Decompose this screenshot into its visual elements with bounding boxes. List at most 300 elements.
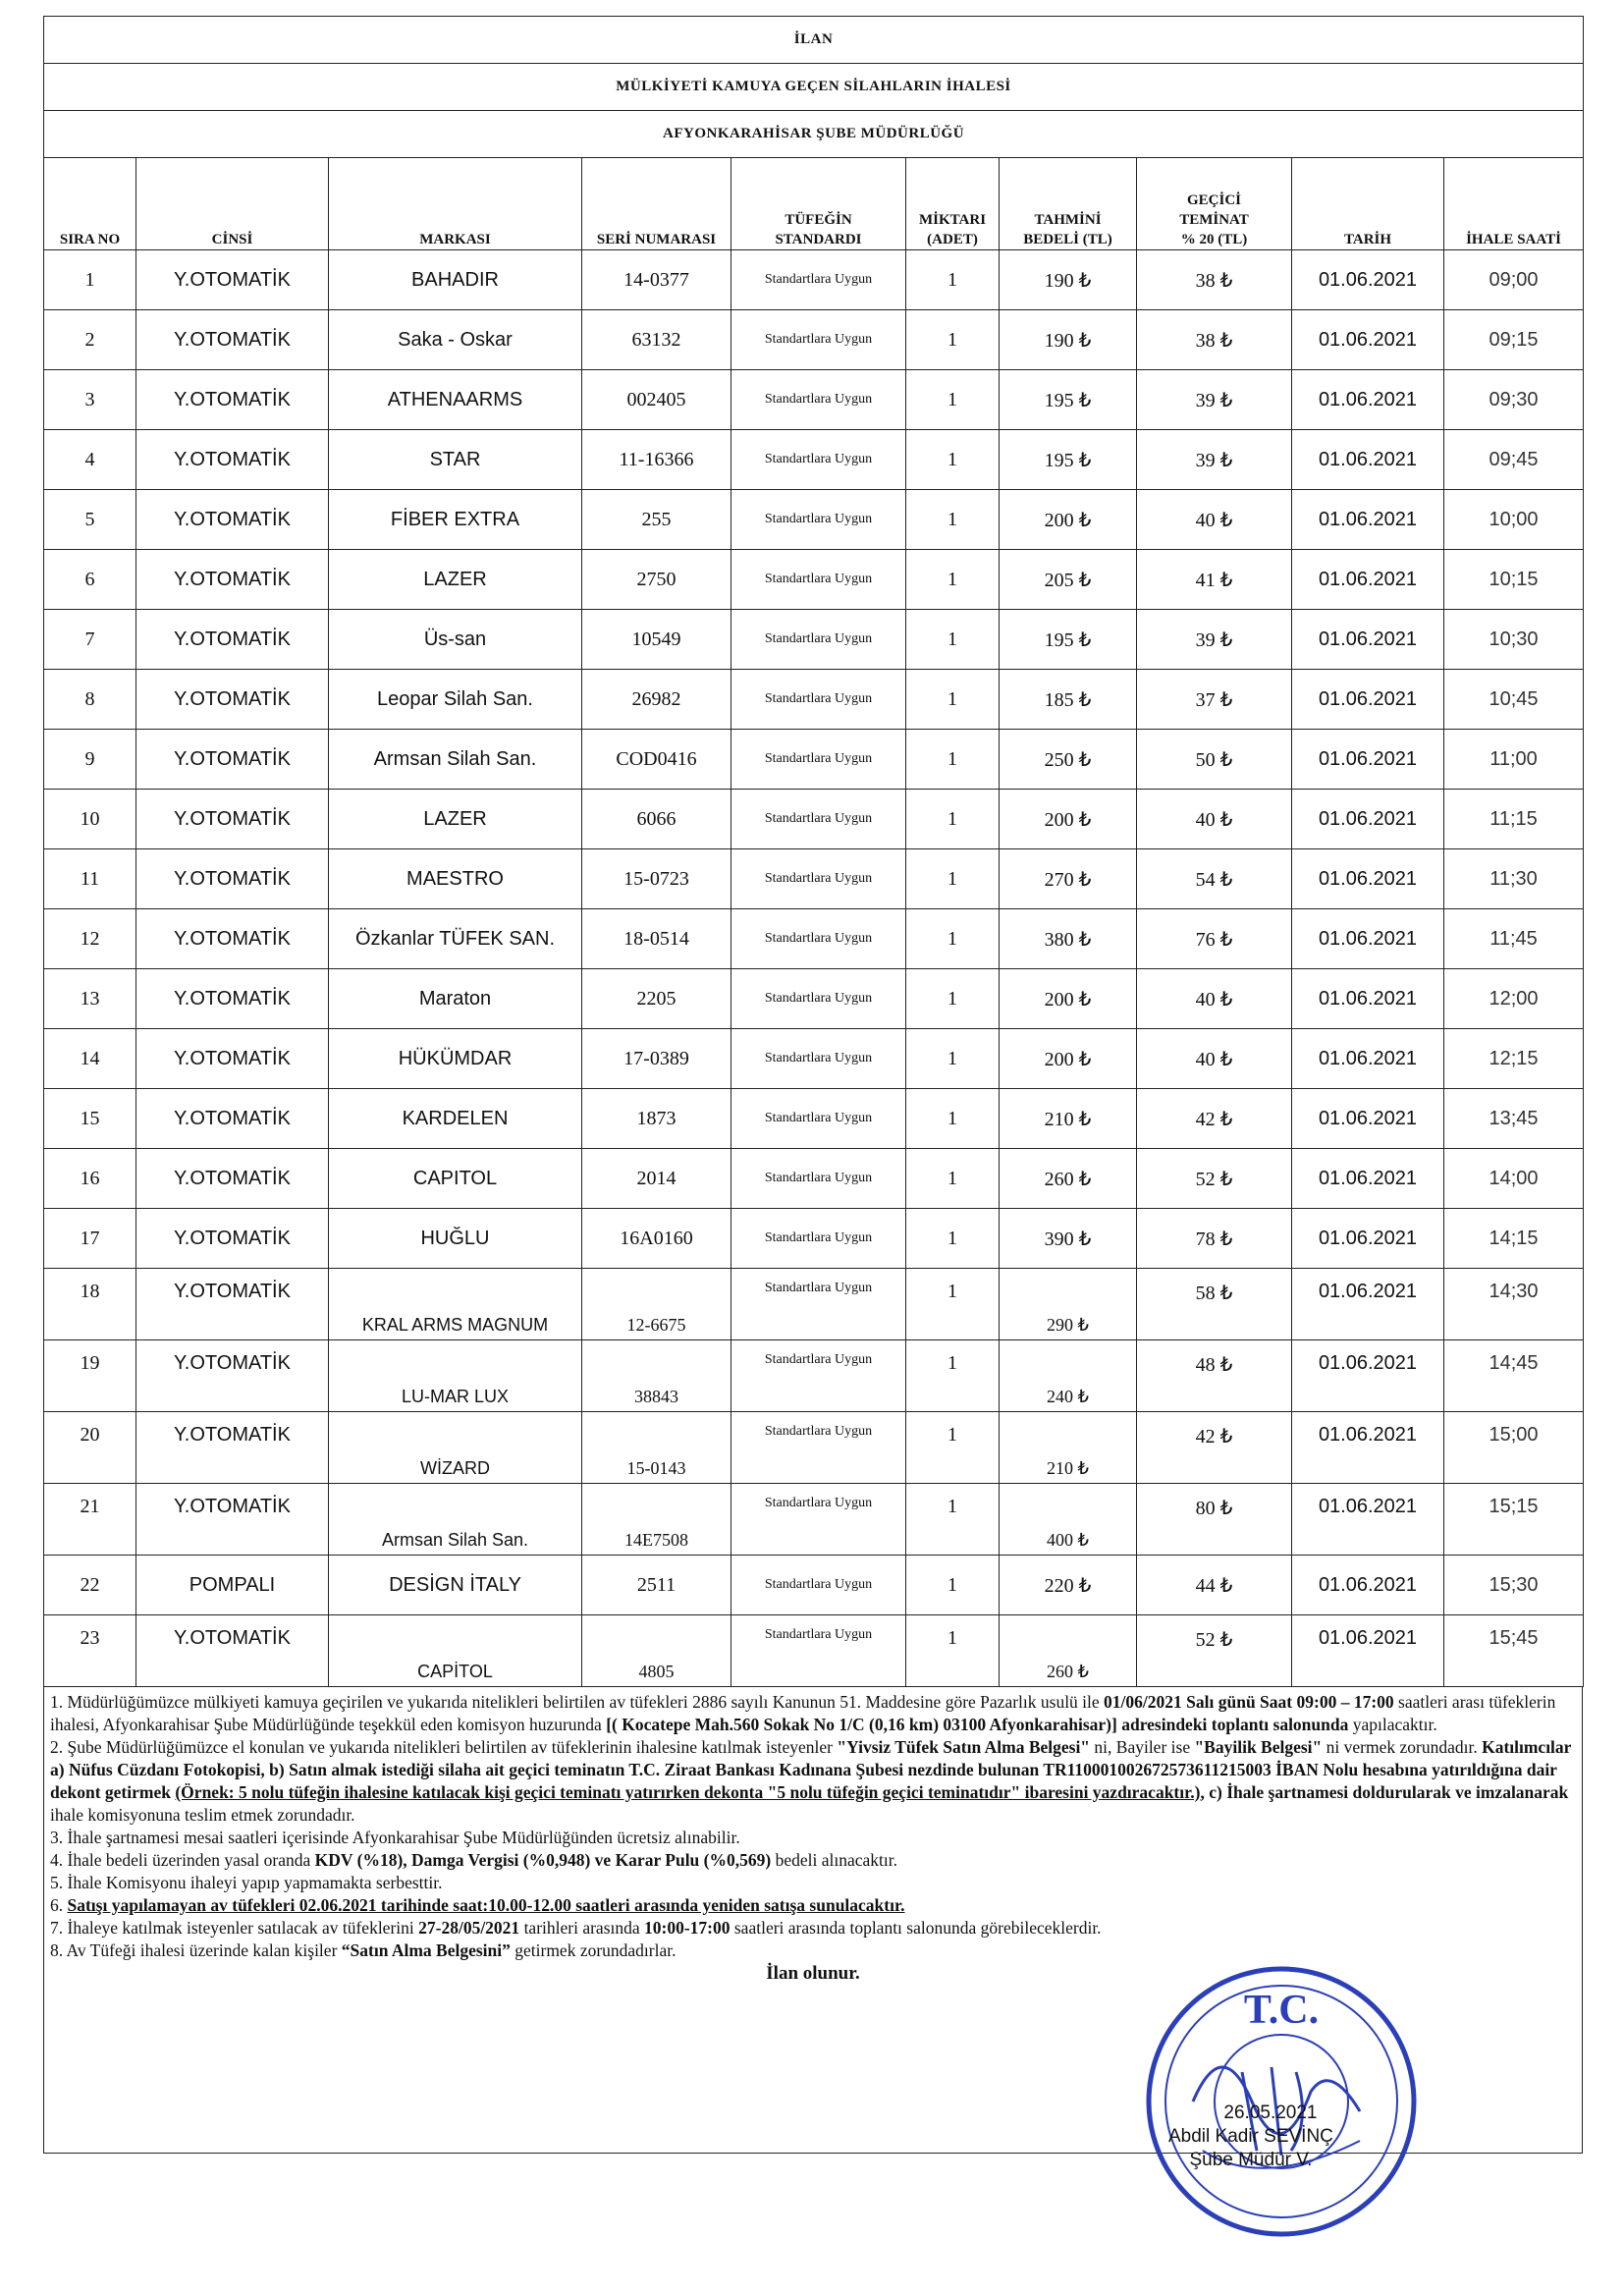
cell-est: 195 ₺ (1000, 610, 1137, 670)
cell-brand: LU-MAR LUX (329, 1340, 582, 1412)
cell-qty: 1 (906, 670, 1000, 730)
note-4-text: 4. İhale bedeli üzerinden yasal oranda (50, 1850, 315, 1870)
col-qty (906, 158, 1000, 250)
cell-no: 2 (44, 310, 136, 370)
table-row (44, 1615, 1584, 1687)
cell-dep: 42 ₺ (1137, 1089, 1292, 1149)
cell-type: Y.OTOMATİK (136, 610, 329, 670)
cell-type: Y.OTOMATİK (136, 1269, 329, 1340)
closing-text: İlan olunur. (766, 1963, 860, 1984)
cell-est: 190 ₺ (1000, 250, 1137, 310)
cell-serial: 17-0389 (582, 1029, 731, 1089)
note-6-text: Satışı yapılamayan av tüfekleri 02.06.2021 tarihinde saat:10.00-12.00 saatleri arasında yeniden satışa sunulacaktır. (67, 1895, 905, 1915)
cell-date: 01.06.2021 (1292, 1089, 1444, 1149)
cell-brand: LAZER (329, 790, 582, 849)
cell-serial: 12-6675 (582, 1269, 731, 1340)
cell-std: Standartlara Uygun (731, 430, 906, 490)
cell-serial: 2205 (582, 969, 731, 1029)
cell-std: Standartlara Uygun (731, 730, 906, 790)
table-row (44, 1412, 1584, 1484)
cell-no: 22 (44, 1556, 136, 1615)
cell-est: 270 ₺ (1000, 849, 1137, 909)
signature-date: 26.05.2021 (1223, 2103, 1318, 2123)
note-1-text2: saatleri arası tüfeklerin ihalesi, Afyonkarahisar Şube Müdürlüğünde teşekkül eden komisyon huzurunda (50, 1692, 1556, 1734)
office-name: AFYONKARAHİSAR ŞUBE MÜDÜRLÜĞÜ (44, 111, 1584, 158)
cell-type: Y.OTOMATİK (136, 550, 329, 610)
cell-type: Y.OTOMATİK (136, 909, 329, 969)
cell-qty: 1 (906, 1089, 1000, 1149)
cell-std: Standartlara Uygun (731, 1484, 906, 1556)
cell-serial: 15-0143 (582, 1412, 731, 1484)
cell-no: 11 (44, 849, 136, 909)
signatory-title: Şube Müdür V. (1189, 2150, 1313, 2170)
cell-type: Y.OTOMATİK (136, 250, 329, 310)
table-row (44, 1149, 1584, 1209)
cell-std: Standartlara Uygun (731, 909, 906, 969)
cell-std: Standartlara Uygun (731, 1089, 906, 1149)
col-date: TARİH (1292, 158, 1444, 250)
cell-time: 11;30 (1444, 849, 1584, 909)
cell-no: 6 (44, 550, 136, 610)
note-7-text: 7. İhaleye katılmak isteyenler satılacak av tüfeklerini (50, 1918, 419, 1938)
cell-brand: Armsan Silah San. (329, 1484, 582, 1556)
cell-type: Y.OTOMATİK (136, 1209, 329, 1269)
cell-no: 4 (44, 430, 136, 490)
note-4 (50, 1849, 1576, 1872)
cell-type: Y.OTOMATİK (136, 670, 329, 730)
cell-dep: 39 ₺ (1137, 430, 1292, 490)
note-2-doc1: "Yivsiz Tüfek Satın Alma Belgesi" (837, 1737, 1091, 1757)
note-1 (50, 1691, 1576, 1736)
cell-qty: 1 (906, 1615, 1000, 1687)
table-row (44, 969, 1584, 1029)
note-2-text3: ni vermek zorundadır. (1322, 1737, 1483, 1757)
cell-type: Y.OTOMATİK (136, 1149, 329, 1209)
col-estimate (1000, 158, 1137, 250)
cell-est: 260 ₺ (1000, 1149, 1137, 1209)
cell-est: 240 ₺ (1000, 1340, 1137, 1412)
cell-type: Y.OTOMATİK (136, 1340, 329, 1412)
cell-date: 01.06.2021 (1292, 1412, 1444, 1484)
cell-std: Standartlara Uygun (731, 1556, 906, 1615)
cell-type: Y.OTOMATİK (136, 430, 329, 490)
note-2-spec: , c) İhale şartnamesi doldurularak ve imzalanarak (1200, 1782, 1569, 1802)
cell-dep: 52 ₺ (1137, 1615, 1292, 1687)
notice-subtitle: MÜLKİYETİ KAMUYA GEÇEN SİLAHLARIN İHALESİ (44, 64, 1584, 111)
cell-est: 200 ₺ (1000, 490, 1137, 550)
cell-dep: 39 ₺ (1137, 370, 1292, 430)
cell-qty: 1 (906, 730, 1000, 790)
cell-serial: 15-0723 (582, 849, 731, 909)
cell-no: 21 (44, 1484, 136, 1556)
cell-est: 195 ₺ (1000, 430, 1137, 490)
cell-dep: 42 ₺ (1137, 1412, 1292, 1484)
cell-est: 400 ₺ (1000, 1484, 1137, 1556)
cell-est: 220 ₺ (1000, 1556, 1137, 1615)
cell-type: Y.OTOMATİK (136, 1615, 329, 1687)
cell-date: 01.06.2021 (1292, 430, 1444, 490)
cell-serial: 38843 (582, 1340, 731, 1412)
table-row (44, 849, 1584, 909)
cell-brand: KARDELEN (329, 1089, 582, 1149)
cell-no: 18 (44, 1269, 136, 1340)
cell-no: 20 (44, 1412, 136, 1484)
note-8-text2: getirmek zorundadırlar. (510, 1940, 677, 1960)
col-deposit-line1: GEÇİCİ (1186, 192, 1241, 208)
cell-no: 3 (44, 370, 136, 430)
table-row (44, 730, 1584, 790)
cell-brand: LAZER (329, 550, 582, 610)
auction-table (43, 16, 1584, 1687)
cell-dep: 78 ₺ (1137, 1209, 1292, 1269)
cell-brand: MAESTRO (329, 849, 582, 909)
col-no: SIRA NO (44, 158, 136, 250)
note-6-num: 6. (50, 1895, 68, 1915)
cell-est: 200 ₺ (1000, 969, 1137, 1029)
table-row (44, 370, 1584, 430)
cell-serial: 18-0514 (582, 909, 731, 969)
cell-no: 10 (44, 790, 136, 849)
cell-serial: 16A0160 (582, 1209, 731, 1269)
cell-brand: STAR (329, 430, 582, 490)
cell-date: 01.06.2021 (1292, 550, 1444, 610)
table-row (44, 1029, 1584, 1089)
cell-no: 9 (44, 730, 136, 790)
cell-time: 15;45 (1444, 1615, 1584, 1687)
cell-date: 01.06.2021 (1292, 790, 1444, 849)
cell-time: 13;45 (1444, 1089, 1584, 1149)
cell-date: 01.06.2021 (1292, 1340, 1444, 1412)
cell-qty: 1 (906, 849, 1000, 909)
note-7 (50, 1917, 1576, 1939)
table-row (44, 1484, 1584, 1556)
cell-type: Y.OTOMATİK (136, 969, 329, 1029)
cell-std: Standartlara Uygun (731, 790, 906, 849)
cell-qty: 1 (906, 1484, 1000, 1556)
cell-date: 01.06.2021 (1292, 1484, 1444, 1556)
cell-date: 01.06.2021 (1292, 1269, 1444, 1340)
cell-time: 15;15 (1444, 1484, 1584, 1556)
cell-no: 17 (44, 1209, 136, 1269)
cell-std: Standartlara Uygun (731, 370, 906, 430)
cell-type: Y.OTOMATİK (136, 1029, 329, 1089)
cell-date: 01.06.2021 (1292, 909, 1444, 969)
cell-type: Y.OTOMATİK (136, 1089, 329, 1149)
col-type: CİNSİ (136, 158, 329, 250)
cell-type: Y.OTOMATİK (136, 1484, 329, 1556)
cell-est: 185 ₺ (1000, 670, 1137, 730)
cell-time: 10;15 (1444, 550, 1584, 610)
cell-serial: 26982 (582, 670, 731, 730)
cell-std: Standartlara Uygun (731, 550, 906, 610)
cell-std: Standartlara Uygun (731, 610, 906, 670)
cell-serial: 11-16366 (582, 430, 731, 490)
cell-type: Y.OTOMATİK (136, 490, 329, 550)
cell-qty: 1 (906, 1269, 1000, 1340)
cell-dep: 41 ₺ (1137, 550, 1292, 610)
cell-date: 01.06.2021 (1292, 849, 1444, 909)
cell-dep: 76 ₺ (1137, 909, 1292, 969)
cell-brand: Maraton (329, 969, 582, 1029)
col-deposit-line3: % 20 (TL) (1180, 232, 1248, 247)
cell-brand: HUĞLU (329, 1209, 582, 1269)
cell-type: Y.OTOMATİK (136, 849, 329, 909)
cell-serial: 10549 (582, 610, 731, 670)
cell-date: 01.06.2021 (1292, 1556, 1444, 1615)
cell-dep: 39 ₺ (1137, 610, 1292, 670)
table-row (44, 909, 1584, 969)
cell-std: Standartlara Uygun (731, 1029, 906, 1089)
cell-no: 14 (44, 1029, 136, 1089)
cell-serial: 6066 (582, 790, 731, 849)
cell-serial: COD0416 (582, 730, 731, 790)
cell-brand: Armsan Silah San. (329, 730, 582, 790)
note-8-doc: “Satın Alma Belgesini” (341, 1940, 511, 1960)
note-2-example: (Örnek: 5 nolu tüfeğin ihalesine katılacak kişi geçici teminatı yatırırken dekonta "5 nolu tüfeğin geçici teminatıdır" ibaresini yazdıracaktır.) (175, 1782, 1201, 1802)
signature-block (1168, 2102, 1333, 2172)
cell-brand: ATHENAARMS (329, 370, 582, 430)
col-estimate-line2: BEDELİ (TL) (1023, 232, 1112, 247)
cell-date: 01.06.2021 (1292, 1149, 1444, 1209)
table-row (44, 550, 1584, 610)
cell-date: 01.06.2021 (1292, 370, 1444, 430)
note-1-text3: yapılacaktır. (1348, 1715, 1437, 1734)
cell-no: 7 (44, 610, 136, 670)
col-estimate-line1: TAHMİNİ (1034, 212, 1102, 228)
note-7-text3: saatleri arasında toplantı salonunda görebileceklerdir. (730, 1918, 1102, 1938)
cell-serial: 2750 (582, 550, 731, 610)
seal-text: T.C. (1243, 1988, 1320, 2033)
note-1-text: 1. Müdürlüğümüzce mülkiyeti kamuya geçirilen ve yukarıda nitelikleri belirtilen av tüfekleri 2886 sayılı Kanunun 51. Maddesine göre Pazarlık usulü ile (50, 1692, 1105, 1712)
table-row (44, 310, 1584, 370)
cell-type: Y.OTOMATİK (136, 1412, 329, 1484)
cell-date: 01.06.2021 (1292, 670, 1444, 730)
cell-time: 09;45 (1444, 430, 1584, 490)
note-7-dates: 27-28/05/2021 (418, 1918, 520, 1938)
cell-std: Standartlara Uygun (731, 969, 906, 1029)
cell-std: Standartlara Uygun (731, 310, 906, 370)
cell-est: 195 ₺ (1000, 370, 1137, 430)
cell-qty: 1 (906, 370, 1000, 430)
note-2-requirements: Katılımcılar a) Nüfus Cüzdanı Fotokopisi, b) Satın almak istediği silaha ait geçici teminatın T.C. Ziraat Bankası Kadınana Şubesi nezdinde bulunan TR110001002672573611215003 İBAN Nolu hesabına yatırıldığına dair dekont getirmek (50, 1737, 1572, 1802)
cell-brand: CAPITOL (329, 1149, 582, 1209)
signatory-name: Abdil Kadir SEVİNÇ (1168, 2126, 1333, 2147)
cell-type: Y.OTOMATİK (136, 370, 329, 430)
col-standard-line2: STANDARDI (775, 232, 862, 247)
col-brand: MARKASI (329, 158, 582, 250)
cell-qty: 1 (906, 610, 1000, 670)
table-row (44, 1269, 1584, 1340)
note-3: 3. İhale şartnamesi mesai saatleri içerisinde Afyonkarahisar Şube Müdürlüğünden ücretsiz alınabilir. (50, 1828, 740, 1847)
cell-time: 10;30 (1444, 610, 1584, 670)
cell-date: 01.06.2021 (1292, 250, 1444, 310)
cell-time: 10;45 (1444, 670, 1584, 730)
cell-std: Standartlara Uygun (731, 1209, 906, 1269)
cell-serial: 14-0377 (582, 250, 731, 310)
cell-qty: 1 (906, 490, 1000, 550)
cell-type: POMPALI (136, 1556, 329, 1615)
cell-dep: 48 ₺ (1137, 1340, 1292, 1412)
cell-qty: 1 (906, 1412, 1000, 1484)
table-row (44, 1209, 1584, 1269)
cell-qty: 1 (906, 1149, 1000, 1209)
cell-time: 11;45 (1444, 909, 1584, 969)
col-time: İHALE SAATİ (1444, 158, 1584, 250)
cell-est: 260 ₺ (1000, 1615, 1137, 1687)
table-row (44, 250, 1584, 310)
cell-est: 200 ₺ (1000, 790, 1137, 849)
cell-dep: 38 ₺ (1137, 310, 1292, 370)
table-row (44, 490, 1584, 550)
cell-time: 11;15 (1444, 790, 1584, 849)
cell-no: 5 (44, 490, 136, 550)
cell-type: Y.OTOMATİK (136, 730, 329, 790)
col-deposit-line2: TEMİNAT (1179, 212, 1249, 228)
cell-std: Standartlara Uygun (731, 1615, 906, 1687)
cell-serial: 255 (582, 490, 731, 550)
col-qty-line1: MİKTARI (918, 212, 987, 228)
cell-qty: 1 (906, 1029, 1000, 1089)
cell-dep: 50 ₺ (1137, 730, 1292, 790)
cell-qty: 1 (906, 790, 1000, 849)
col-serial: SERİ NUMARASI (582, 158, 731, 250)
cell-dep: 40 ₺ (1137, 490, 1292, 550)
note-1-datetime: 01/06/2021 Salı günü Saat 09:00 – 17:00 (1104, 1692, 1394, 1712)
cell-dep: 37 ₺ (1137, 670, 1292, 730)
cell-time: 15;30 (1444, 1556, 1584, 1615)
table-row (44, 430, 1584, 490)
col-deposit (1137, 158, 1292, 250)
column-headers (44, 158, 1584, 250)
cell-est: 210 ₺ (1000, 1089, 1137, 1149)
cell-serial: 2014 (582, 1149, 731, 1209)
cell-type: Y.OTOMATİK (136, 310, 329, 370)
cell-date: 01.06.2021 (1292, 969, 1444, 1029)
cell-qty: 1 (906, 1209, 1000, 1269)
cell-qty: 1 (906, 1556, 1000, 1615)
cell-brand: FİBER EXTRA (329, 490, 582, 550)
note-2-text4: ihale komisyonuna teslim etmek zorundadır. (50, 1805, 355, 1825)
cell-brand: Özkanlar TÜFEK SAN. (329, 909, 582, 969)
cell-date: 01.06.2021 (1292, 610, 1444, 670)
cell-std: Standartlara Uygun (731, 849, 906, 909)
col-qty-line2: (ADET) (927, 232, 978, 247)
table-row (44, 670, 1584, 730)
cell-dep: 38 ₺ (1137, 250, 1292, 310)
cell-time: 10;00 (1444, 490, 1584, 550)
cell-dep: 40 ₺ (1137, 969, 1292, 1029)
cell-brand: CAPİTOL (329, 1615, 582, 1687)
cell-std: Standartlara Uygun (731, 1412, 906, 1484)
cell-date: 01.06.2021 (1292, 1615, 1444, 1687)
cell-est: 290 ₺ (1000, 1269, 1137, 1340)
cell-dep: 58 ₺ (1137, 1269, 1292, 1340)
cell-no: 13 (44, 969, 136, 1029)
cell-dep: 40 ₺ (1137, 1029, 1292, 1089)
cell-time: 09;15 (1444, 310, 1584, 370)
cell-serial: 63132 (582, 310, 731, 370)
cell-no: 16 (44, 1149, 136, 1209)
cell-dep: 80 ₺ (1137, 1484, 1292, 1556)
cell-time: 14;00 (1444, 1149, 1584, 1209)
note-2-text2: ni, Bayiler ise (1090, 1737, 1195, 1757)
cell-std: Standartlara Uygun (731, 1340, 906, 1412)
note-8-text: 8. Av Tüfeği ihalesi üzerinde kalan kişiler (50, 1940, 342, 1960)
table-row (44, 610, 1584, 670)
table-row (44, 1556, 1584, 1615)
table-body (44, 250, 1584, 1687)
cell-qty: 1 (906, 550, 1000, 610)
cell-est: 210 ₺ (1000, 1412, 1137, 1484)
cell-est: 250 ₺ (1000, 730, 1137, 790)
cell-dep: 44 ₺ (1137, 1556, 1292, 1615)
cell-qty: 1 (906, 1340, 1000, 1412)
cell-date: 01.06.2021 (1292, 1029, 1444, 1089)
document (43, 16, 1583, 2154)
cell-dep: 40 ₺ (1137, 790, 1292, 849)
cell-serial: 2511 (582, 1556, 731, 1615)
cell-no: 15 (44, 1089, 136, 1149)
cell-est: 205 ₺ (1000, 550, 1137, 610)
note-2-text: 2. Şube Müdürlüğümüzce el konulan ve yukarıda nitelikleri belirtilen av tüfeklerinin ihalesine katılmak isteyenler (50, 1737, 838, 1757)
cell-time: 09;00 (1444, 250, 1584, 310)
notice-title: İLAN (44, 17, 1584, 64)
cell-serial: 4805 (582, 1615, 731, 1687)
cell-time: 11;00 (1444, 730, 1584, 790)
table-row (44, 1340, 1584, 1412)
col-standard-line1: TÜFEĞİN (785, 212, 852, 228)
cell-qty: 1 (906, 969, 1000, 1029)
cell-qty: 1 (906, 310, 1000, 370)
cell-brand: Leopar Silah San. (329, 670, 582, 730)
table-row (44, 790, 1584, 849)
note-7-text2: tarihleri arasında (519, 1918, 645, 1938)
cell-qty: 1 (906, 250, 1000, 310)
cell-est: 200 ₺ (1000, 1029, 1137, 1089)
note-1-address: [( Kocatepe Mah.560 Sokak No 1/C (0,16 km) 03100 Afyonkarahisar)] adresindeki toplantı salonunda (606, 1715, 1349, 1734)
cell-time: 14;45 (1444, 1340, 1584, 1412)
cell-no: 12 (44, 909, 136, 969)
note-2 (50, 1736, 1576, 1827)
cell-est: 380 ₺ (1000, 909, 1137, 969)
note-2-doc2: "Bayilik Belgesi" (1194, 1737, 1323, 1757)
cell-brand: KRAL ARMS MAGNUM (329, 1269, 582, 1340)
cell-type: Y.OTOMATİK (136, 790, 329, 849)
cell-date: 01.06.2021 (1292, 490, 1444, 550)
cell-no: 19 (44, 1340, 136, 1412)
note-4-text2: bedeli alınacaktır. (771, 1850, 897, 1870)
cell-serial: 14E7508 (582, 1484, 731, 1556)
cell-qty: 1 (906, 909, 1000, 969)
cell-qty: 1 (906, 430, 1000, 490)
cell-time: 12;15 (1444, 1029, 1584, 1089)
cell-time: 14;15 (1444, 1209, 1584, 1269)
cell-std: Standartlara Uygun (731, 490, 906, 550)
cell-date: 01.06.2021 (1292, 1209, 1444, 1269)
cell-date: 01.06.2021 (1292, 310, 1444, 370)
cell-brand: Üs-san (329, 610, 582, 670)
cell-serial: 002405 (582, 370, 731, 430)
cell-std: Standartlara Uygun (731, 1269, 906, 1340)
cell-brand: Saka - Oskar (329, 310, 582, 370)
cell-est: 190 ₺ (1000, 310, 1137, 370)
cell-serial: 1873 (582, 1089, 731, 1149)
cell-time: 12;00 (1444, 969, 1584, 1029)
cell-dep: 52 ₺ (1137, 1149, 1292, 1209)
cell-no: 8 (44, 670, 136, 730)
cell-no: 1 (44, 250, 136, 310)
cell-time: 09;30 (1444, 370, 1584, 430)
